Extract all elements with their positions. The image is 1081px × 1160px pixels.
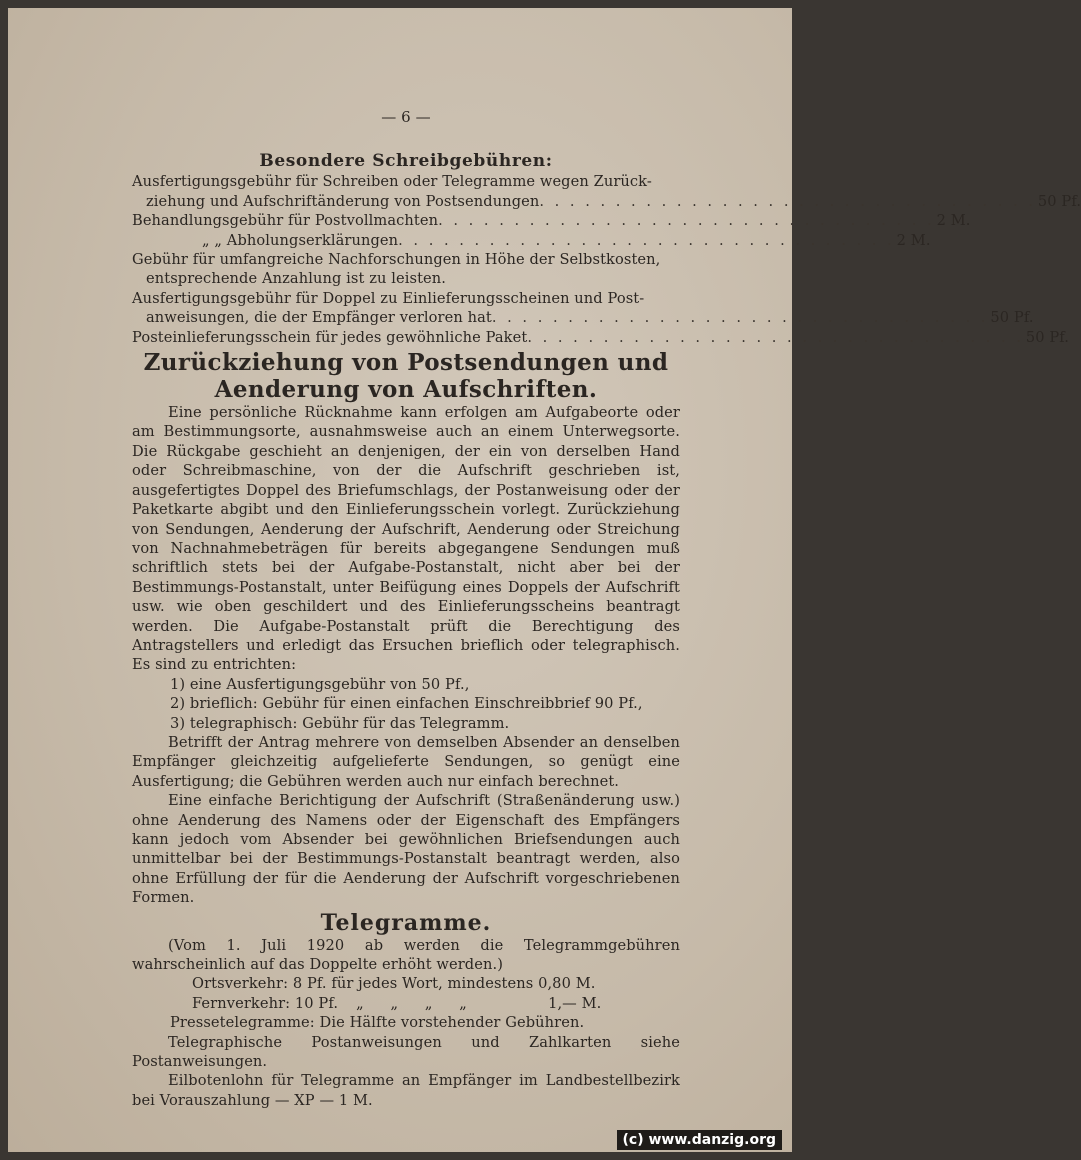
fee-amount: 50 Pf. <box>990 309 1034 327</box>
dot-leader: . . . . . . . . . . . . . . . . . . . . . . . . . . . . . . . . . <box>438 212 935 230</box>
fee-amount: 50 Pf. <box>1037 192 1081 210</box>
fee-text: „ „ Abholungserklärungen <box>202 231 399 249</box>
dot-leader: . . . . . . . . . . . . . . . . . . . . . . . . . . . . . . . . . <box>539 192 1036 210</box>
heading-line: Zurückziehung von Postsendungen und <box>143 349 669 377</box>
fee-text: Ausfertigungsgebühr für Doppel zu Einlieferungsscheinen und Post- <box>132 289 645 307</box>
tariff-long-distance <box>132 994 680 1013</box>
heading-schreibgebuehren: Besondere Schreibgebühren: <box>259 151 553 172</box>
fee-text: Behandlungsgebühr für Postvollmachten <box>132 212 439 230</box>
fee-text: Posteinlieferungsschein für jedes gewöhnliche Paket <box>132 328 528 346</box>
fee-line <box>132 192 1081 211</box>
heading-line: Aenderung von Aufschriften. <box>214 376 598 404</box>
dot-leader: . . . . . . . . . . . . . . . . . . . . . . . . . . . . . . . . . <box>527 328 1024 346</box>
fee-text: entsprechende Anzahlung ist zu leisten. <box>146 270 447 288</box>
dot-leader: . . . . . . . . . . . . . . . . . . . . . . . . . . . . . . . . . <box>491 309 989 327</box>
document-page <box>8 8 1081 1152</box>
fee-text: anweisungen, die der Empfänger verloren hat <box>146 309 492 327</box>
fee-item-ausfertigung <box>132 172 1081 211</box>
fee-item-paket <box>132 328 1070 347</box>
list-item: 2) brieflich: Gebühr für einen einfachen Einschreibbrief 90 Pf., <box>170 695 643 713</box>
heading-zurueckziehung <box>132 349 680 403</box>
paragraph-telegramm-note: (Vom 1. Juli 1920 ab werden die Telegrammgebühren wahrscheinlich auf das Doppelte erhöht werden.) <box>132 936 680 974</box>
fee-item-abholung <box>132 231 931 250</box>
paragraph-mehrere: Betrifft der Antrag mehrere von demselben Absender an denselben Empfänger gleichzeitig aufgelieferte Sendungen, so genügt eine Ausfertigung; die Gebühren werden auch nur einfach berechnet. <box>132 733 680 790</box>
tariff-amount: 1,— M. <box>548 994 602 1012</box>
page-content <box>132 108 1081 1110</box>
tariff-press: Pressetelegramme: Die Hälfte vorstehender Gebühren. <box>170 1014 585 1032</box>
fee-line <box>132 308 1034 327</box>
fee-text: Gebühr für umfangreiche Nachforschungen in Höhe der Selbstkosten, <box>132 251 661 269</box>
paragraph-berichtigung: Eine einfache Berichtigung der Aufschrift (Straßenänderung usw.) ohne Aenderung des Namens oder der Eigenschaft des Empfängers kann jedoch vom Absender bei gewöhnlichen Briefsendungen auch unmittelbar bei der Bestimmungs-Postanstalt beantragt werden, also ohne Erfüllung der für die Aenderung der Aufschrift vorgeschriebenen Formen. <box>132 792 680 907</box>
tariff-label: Fernverkehr: 10 Pf. <box>192 994 339 1012</box>
copyright-watermark: (c) www.danzig.org <box>617 1130 782 1150</box>
heading-telegramme: Telegramme. <box>320 909 492 936</box>
fee-text: Ausfertigungsgebühr für Schreiben oder Telegramme wegen Zurück- <box>132 173 652 191</box>
paragraph-money-orders: Telegraphische Postanweisungen und Zahlkarten siehe Postanweisungen. <box>132 1033 680 1071</box>
fee-amount: 2 M. <box>896 231 931 249</box>
fee-item-doppel <box>132 289 1034 328</box>
fee-amount: 50 Pf. <box>1025 328 1070 346</box>
fee-list <box>132 172 1081 347</box>
dot-leader: . . . . . . . . . . . . . . . . . . . . . . . . . . . . . . . . . <box>398 231 895 249</box>
page-number: — 6 — <box>381 108 431 126</box>
tariff-local: Ortsverkehr: 8 Pf. für jedes Wort, mindestens 0,80 M. <box>192 975 596 993</box>
fee-item-nachforschungen <box>132 250 680 289</box>
list-item: 3) telegraphisch: Gebühr für das Telegramm. <box>170 714 510 732</box>
ditto-marks: „ „ „ „ <box>356 994 467 1012</box>
paragraph-eilbotenlohn: Eilbotenlohn für Telegramme an Empfänger im Landbestellbezirk bei Vorauszahlung — XP — 1 M. <box>132 1072 680 1109</box>
paragraph-ruecknahme: Eine persönliche Rücknahme kann erfolgen am Aufgabeorte oder am Bestimmungsorte, ausnahmsweise auch an einem Unterwegsorte. Die Rückgabe geschieht an denjenigen, der ein von derselben Hand oder Schreibmaschine, von der die Aufschrift geschrieben ist, ausgefertigtes Doppel des Briefumschlags, der Postanweisung oder der Paketkarte abgibt und den Einlieferungsschein vorlegt. Zurückziehung von Sendungen, Aenderung der Aufschrift, Aenderung oder Streichung von Nachnahmebeträgen für bereits abgegangene Sendungen muß schriftlich stets bei der Aufgabe-Postanstalt, nicht aber bei der Bestimmungs-Postanstalt, unter Beifügung eines Doppels der Aufschrift usw. wie oben geschildert und des Einlieferungsscheins beantragt werden. Die Aufgabe-Postanstalt prüft die Berechtigung des Antragstellers und erledigt das Ersuchen brieflich oder telegraphisch. Es sind zu entrichten: <box>132 404 680 674</box>
list-item: 1) eine Ausfertigungsgebühr von 50 Pf., <box>170 675 470 693</box>
fee-amount: 2 M. <box>936 212 971 230</box>
fee-text: ziehung und Aufschriftänderung von Postsendungen <box>146 192 540 210</box>
fee-item-postvollmachten <box>132 211 971 230</box>
